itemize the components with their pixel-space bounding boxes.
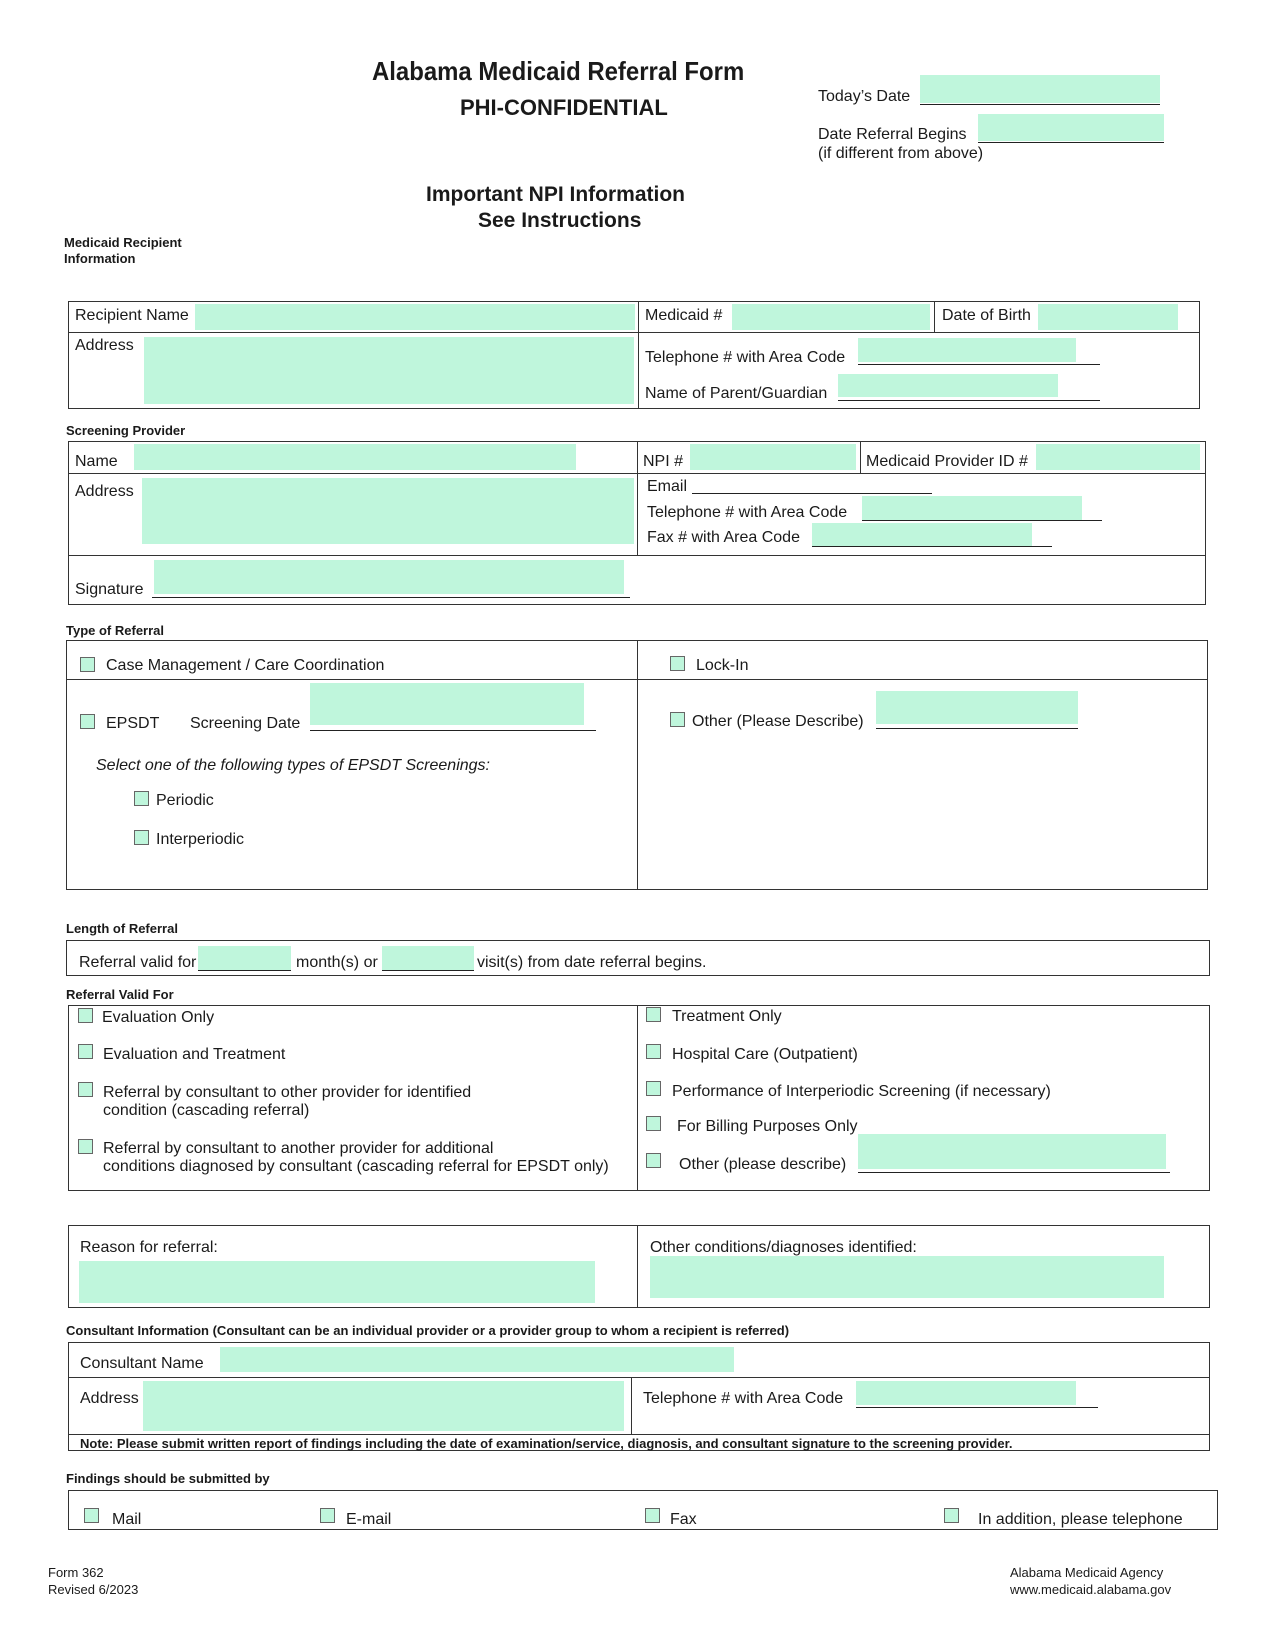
recipient-address-field[interactable] [144, 337, 634, 404]
screening-address-field[interactable] [142, 478, 634, 544]
consultant-address-label: Address [80, 1390, 139, 1407]
screening-telephone-line [862, 520, 1102, 521]
reason-field[interactable] [79, 1261, 595, 1303]
dob-label: Date of Birth [942, 307, 1031, 324]
guardian-field[interactable] [838, 374, 1058, 397]
date-referral-begins-line [978, 142, 1164, 143]
lock-in-checkbox[interactable] [670, 656, 685, 671]
screening-id-divider [860, 441, 861, 473]
evaluation-only-label: Evaluation Only [102, 1009, 215, 1026]
valid-for-section-label: Referral Valid For [66, 987, 174, 1002]
mail-label: Mail [112, 1511, 142, 1528]
see-instructions-heading[interactable]: See Instructions [478, 209, 642, 232]
cascading-epsdt-label: Referral by consultant to another provider for additional [103, 1140, 494, 1157]
epsdt-label: EPSDT [106, 715, 160, 732]
telephone-checkbox[interactable] [944, 1508, 959, 1523]
lock-in-label: Lock-In [696, 657, 749, 674]
cascading-referral-label: Referral by consultant to other provider for identified [103, 1084, 472, 1101]
screening-fax-line [812, 546, 1052, 547]
valid-for-label: Referral valid for [79, 954, 197, 971]
cascading-epsdt-checkbox[interactable] [78, 1139, 93, 1154]
npi-field[interactable] [690, 444, 856, 470]
fax-checkbox[interactable] [645, 1508, 660, 1523]
signature-line [152, 597, 630, 598]
other-describe-label: Other (please describe) [679, 1156, 847, 1173]
medicaid-number-field[interactable] [732, 304, 930, 330]
visits-field[interactable] [382, 946, 474, 970]
screening-email-line [692, 493, 932, 494]
other-describe-line [858, 1172, 1170, 1173]
date-referral-begins-label: Date Referral Begins [818, 126, 967, 143]
signature-field[interactable] [154, 560, 624, 594]
guardian-line [838, 400, 1100, 401]
revised-date: Revised 6/2023 [48, 1582, 139, 1597]
agency-website[interactable]: www.medicaid.alabama.gov [1010, 1582, 1172, 1597]
email-label: E-mail [346, 1511, 392, 1528]
other-describe-checkbox[interactable] [646, 1153, 661, 1168]
todays-date-line [920, 104, 1160, 105]
dob-field[interactable] [1038, 304, 1178, 330]
recipient-telephone-line [858, 364, 1100, 365]
form-title: Alabama Medicaid Referral Form [372, 56, 745, 86]
case-management-checkbox[interactable] [80, 657, 95, 672]
screening-row-2-divider [68, 555, 1206, 556]
consultant-telephone-line [856, 1407, 1098, 1408]
consultant-row-1-divider [68, 1377, 1210, 1378]
npi-info-heading[interactable]: Important NPI Information [426, 183, 685, 206]
consultant-note: Note: Please submit written report of findings including the date of examination/service, diagnosis, and consultant signature to the screening provider. [80, 1436, 1013, 1451]
recipient-telephone-field[interactable] [858, 338, 1076, 362]
hospital-care-label: Hospital Care (Outpatient) [672, 1046, 858, 1063]
consultant-col-divider [631, 1377, 632, 1434]
cascading-referral-checkbox[interactable] [78, 1082, 93, 1097]
fax-label: Fax [670, 1511, 697, 1528]
mail-checkbox[interactable] [84, 1508, 99, 1523]
agency-name: Alabama Medicaid Agency [1010, 1565, 1164, 1580]
consultant-telephone-label: Telephone # with Area Code [643, 1390, 844, 1407]
email-checkbox[interactable] [320, 1508, 335, 1523]
months-field[interactable] [198, 946, 291, 970]
todays-date-field[interactable] [920, 75, 1160, 103]
recipient-name-label: Recipient Name [75, 307, 189, 324]
other-referral-checkbox[interactable] [670, 712, 685, 727]
reason-col-divider [637, 1225, 638, 1308]
cascading-epsdt-label-2: conditions diagnosed by consultant (cascading referral for EPSDT only) [103, 1158, 609, 1175]
consultant-section-label: Consultant Information (Consultant can be an individual provider or a provider group to whom a recipient is referred) [66, 1323, 790, 1338]
consultant-address-field[interactable] [143, 1381, 624, 1431]
interperiodic-screening-label: Performance of Interperiodic Screening (if necessary) [672, 1083, 1051, 1100]
other-describe-field[interactable] [858, 1134, 1166, 1169]
guardian-label: Name of Parent/Guardian [645, 385, 828, 402]
consultant-telephone-field[interactable] [856, 1381, 1076, 1405]
months-line [198, 970, 291, 971]
screening-date-label: Screening Date [190, 715, 301, 732]
evaluation-treatment-label: Evaluation and Treatment [103, 1046, 286, 1063]
date-referral-begins-field[interactable] [978, 114, 1164, 141]
consultant-name-label: Consultant Name [80, 1355, 204, 1372]
treatment-only-checkbox[interactable] [646, 1007, 661, 1022]
consultant-row-2-divider [68, 1434, 1210, 1435]
reason-label: Reason for referral: [80, 1239, 218, 1256]
epsdt-select-note: Select one of the following types of EPSDT Screenings: [96, 757, 490, 774]
recipient-section-label-2: Information [64, 251, 136, 266]
signature-label: Signature [75, 581, 144, 598]
medicaid-number-label: Medicaid # [645, 307, 723, 324]
recipient-dob-divider [934, 301, 935, 332]
billing-only-label: For Billing Purposes Only [677, 1118, 858, 1135]
screening-name-label: Name [75, 453, 118, 470]
treatment-only-label: Treatment Only [672, 1008, 782, 1025]
provider-id-label: Medicaid Provider ID # [866, 453, 1028, 470]
screening-col-divider [637, 441, 638, 555]
periodic-checkbox[interactable] [134, 791, 149, 806]
valid-for-col-divider [637, 1005, 638, 1191]
screening-date-field[interactable] [310, 683, 584, 725]
screening-telephone-label: Telephone # with Area Code [647, 504, 848, 521]
date-referral-note: (if different from above) [818, 145, 984, 162]
screening-fax-field[interactable] [812, 523, 1032, 546]
evaluation-only-checkbox[interactable] [78, 1008, 93, 1023]
recipient-col-divider [638, 301, 639, 409]
screening-address-label: Address [75, 483, 134, 500]
screening-email-label: Email [647, 478, 688, 495]
findings-section-label: Findings should be submitted by [66, 1471, 270, 1486]
screening-name-field[interactable] [134, 444, 576, 470]
referral-type-section-label: Type of Referral [66, 623, 165, 638]
interperiodic-checkbox[interactable] [134, 830, 149, 845]
screening-section-label: Screening Provider [66, 423, 186, 438]
form-subtitle: PHI-CONFIDENTIAL [460, 95, 668, 120]
length-section-label: Length of Referral [66, 921, 178, 936]
screening-fax-label: Fax # with Area Code [647, 529, 800, 546]
interperiodic-screening-checkbox[interactable] [646, 1081, 661, 1096]
recipient-address-label: Address [75, 337, 134, 354]
other-referral-line [876, 728, 1078, 729]
form-number: Form 362 [48, 1565, 104, 1580]
recipient-telephone-label: Telephone # with Area Code [645, 349, 846, 366]
billing-only-checkbox[interactable] [646, 1116, 661, 1131]
other-referral-field[interactable] [876, 691, 1078, 724]
evaluation-treatment-checkbox[interactable] [78, 1044, 93, 1059]
other-conditions-field[interactable] [650, 1256, 1164, 1298]
recipient-row-divider [68, 332, 1200, 333]
visits-from-label: visit(s) from date referral begins. [477, 954, 707, 971]
case-management-label: Case Management / Care Coordination [106, 657, 385, 674]
telephone-label: In addition, please telephone [978, 1511, 1183, 1528]
cascading-referral-label-2: condition (cascading referral) [103, 1102, 310, 1119]
interperiodic-label: Interperiodic [156, 831, 245, 848]
epsdt-checkbox[interactable] [80, 714, 95, 729]
recipient-name-field[interactable] [195, 304, 635, 330]
npi-label: NPI # [643, 453, 684, 470]
recipient-section-label: Medicaid Recipient [64, 235, 182, 250]
todays-date-label: Today’s Date [818, 88, 911, 105]
hospital-care-checkbox[interactable] [646, 1044, 661, 1059]
referral-type-col-divider [637, 640, 638, 890]
visits-line [382, 970, 474, 971]
provider-id-field[interactable] [1036, 444, 1200, 470]
consultant-name-field[interactable] [220, 1347, 734, 1372]
periodic-label: Periodic [156, 792, 214, 809]
other-conditions-label: Other conditions/diagnoses identified: [650, 1239, 917, 1256]
months-or-label: month(s) or [296, 954, 378, 971]
screening-date-line [310, 730, 596, 731]
other-referral-label: Other (Please Describe) [692, 713, 864, 730]
screening-telephone-field[interactable] [862, 496, 1082, 520]
